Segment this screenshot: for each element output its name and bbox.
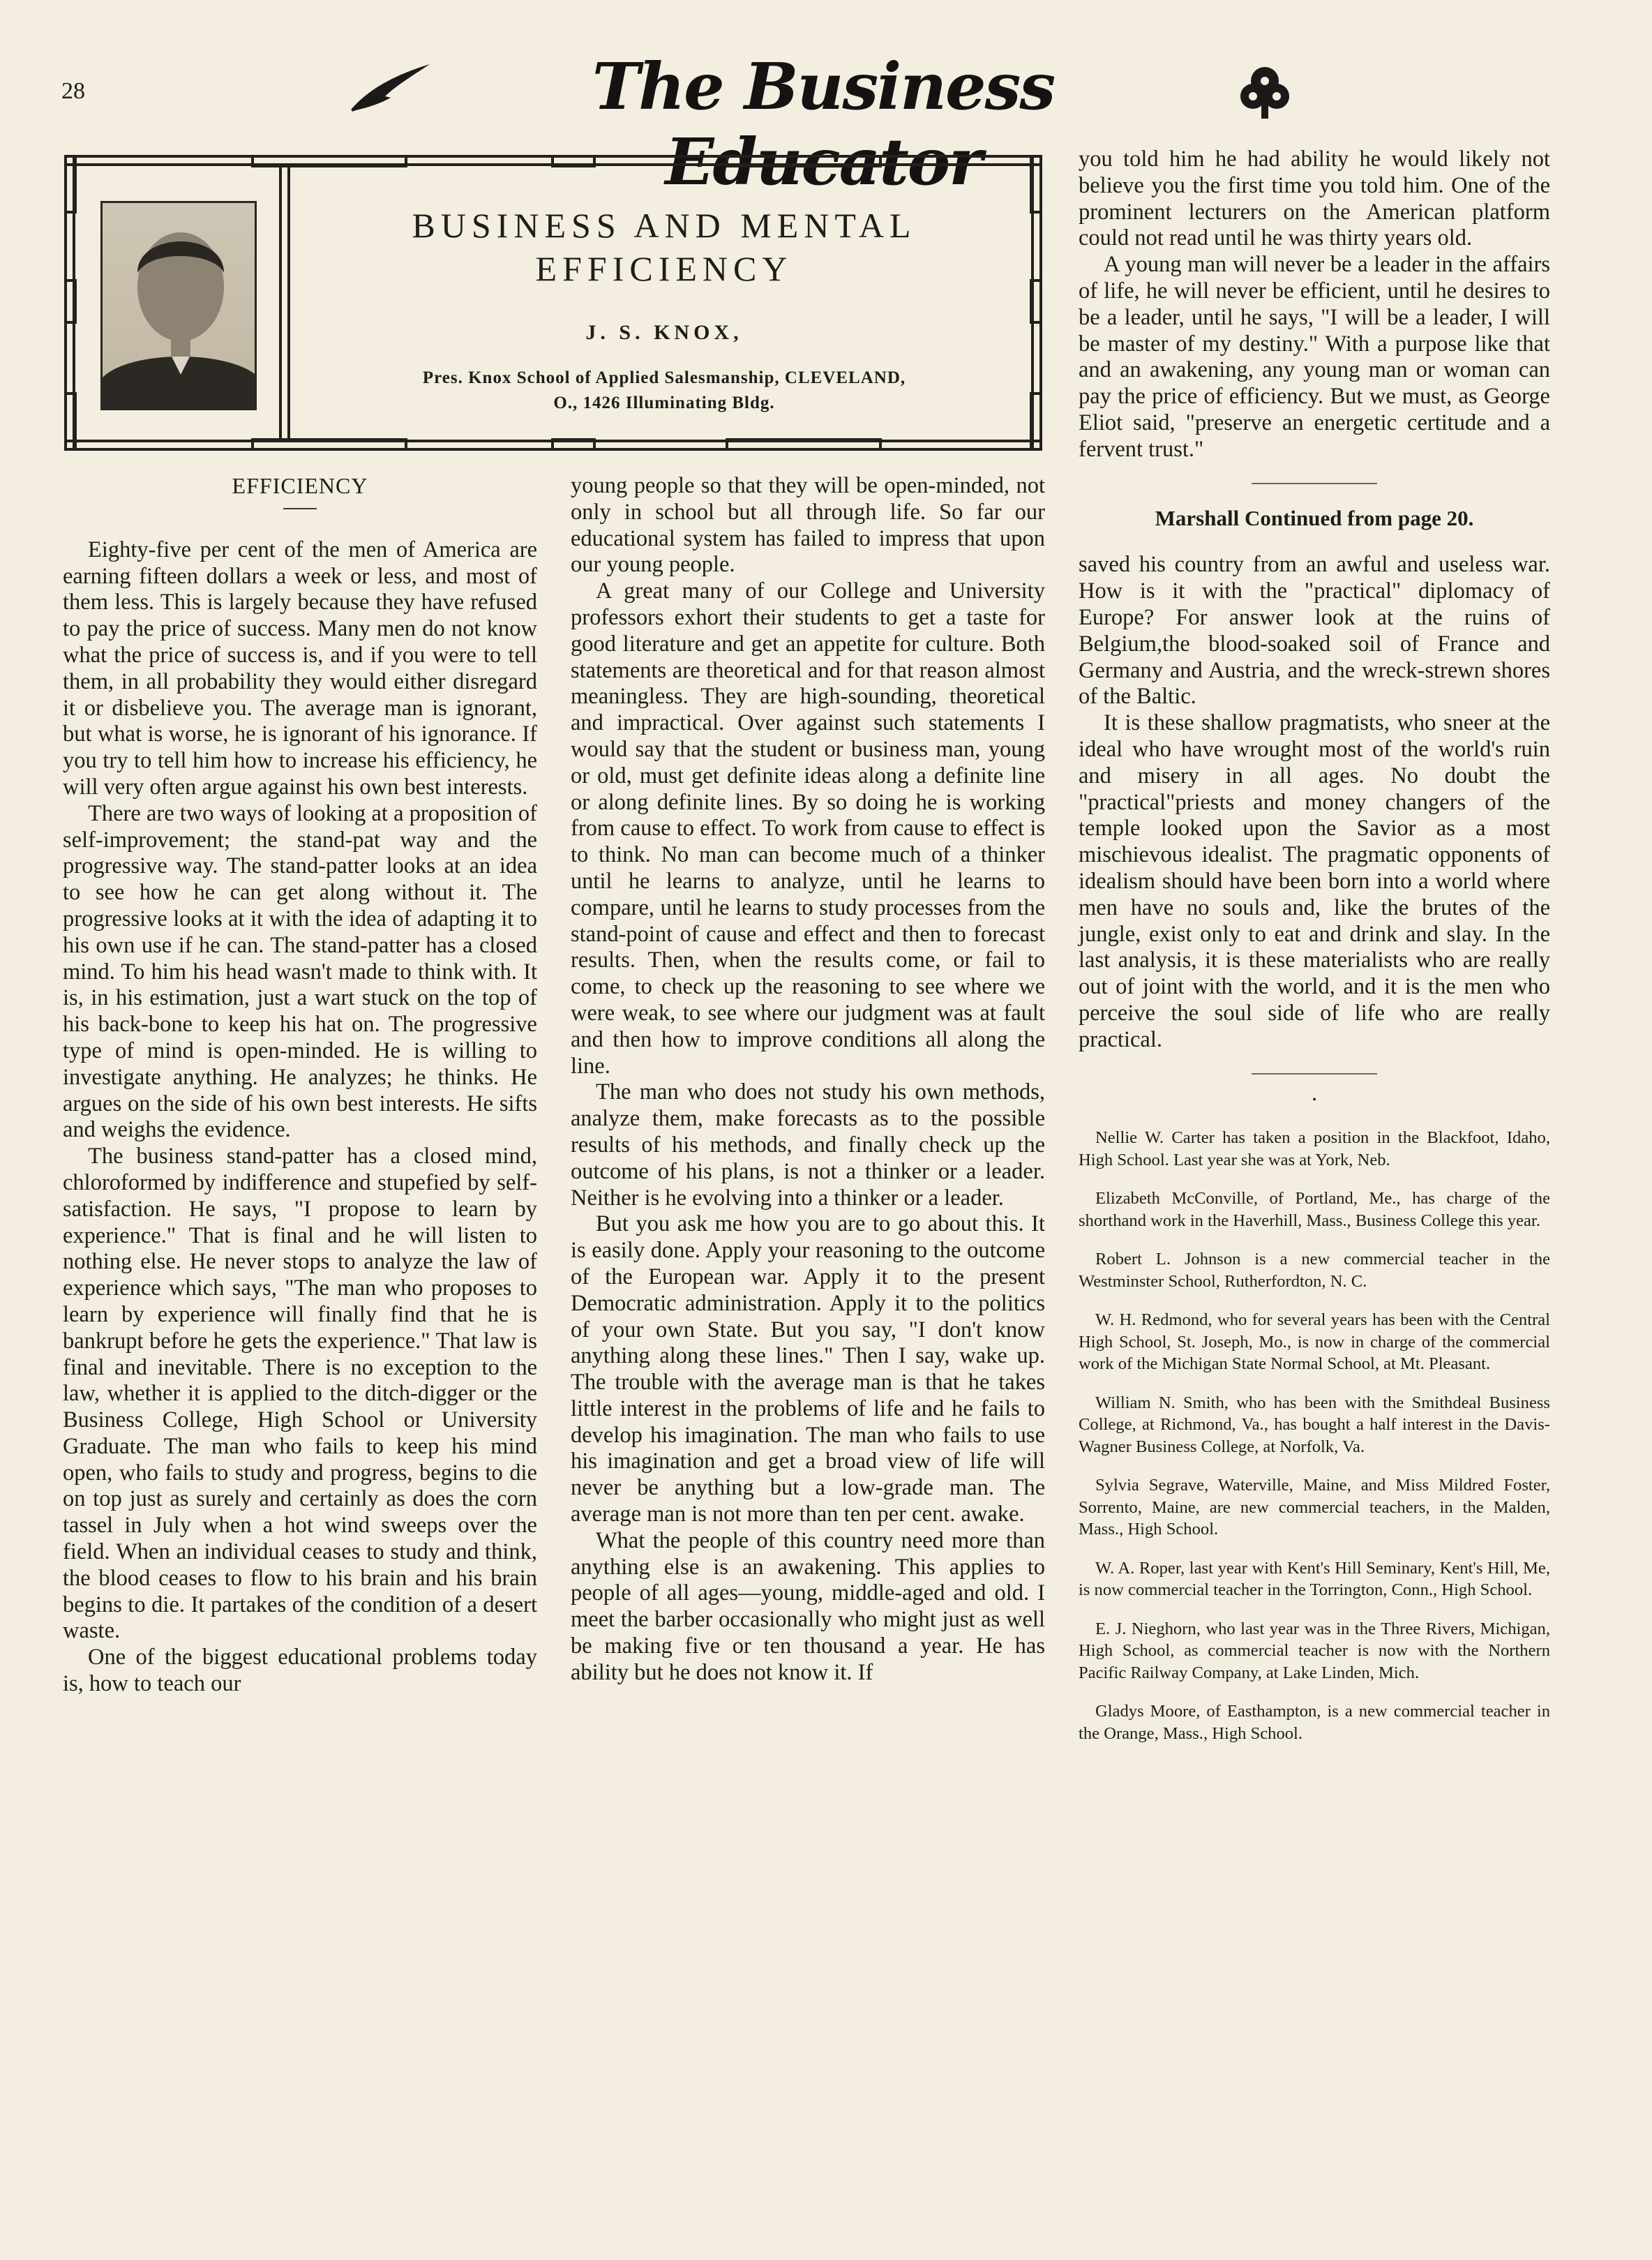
paragraph: A young man will never be a leader in the affairs of life, he will never be efficient, until he desires to be a leader, until he says, "I will be a leader, I will be master of my destiny." With a purpose like that and an awakening, any young man or woman can pay the price of efficiency. But we must, as George Eliot said, "preserve an energetic certitude and a fervent trust.": [1079, 252, 1550, 462]
author-portrait: [100, 201, 257, 410]
paragraph: The man who does not study his own methods, analyze them, make forecasts as to the possible results of his methods, and finally check up the outcome of his plans, is not a thinker or a leader. Neither is he evolving into a thinker or a leader.: [571, 1079, 1045, 1211]
section-heading: EFFICIENCY: [232, 473, 368, 498]
news-note: E. J. Nieghorn, who last year was in the Three Rivers, Michigan, High School, as commercial teacher is now with the Northern Pacific Railway Company, at Lake Linden, Mich.: [1079, 1619, 1550, 1682]
article-column-3: [1079, 147, 1550, 1761]
author-portrait-image: [103, 203, 257, 410]
author-affiliation-line-1: Pres. Knox School of Applied Salesmanship, CLEVELAND,: [422, 368, 906, 387]
news-note: Sylvia Segrave, Waterville, Maine, and Miss Mildred Foster, Sorrento, Maine, are new commercial teachers, in the Malden, Mass., High School.: [1079, 1476, 1550, 1539]
quill-icon: [349, 60, 433, 116]
article-title-line-1: BUSINESS AND MENTAL: [412, 206, 917, 245]
news-note: William N. Smith, who has been with the Smithdeal Business College, at Richmond, Va., has bought a half interest in the Davis-Wagner Business College, at Norfolk, Va.: [1079, 1393, 1550, 1456]
paragraph: But you ask me how you are to go about this. It is easily done. Apply your reasoning to the outcome of the European war. Apply it to the present Democratic administration. Apply it to the politics of your own State. But you say, "I don't know anything along these lines." Then I say, wake up. The trouble with the average man is that he takes little interest in the problems of life and he fails to develop his imagination. The man who fails to use his imagination and get a broad view of life will never be anything but a low-grade man. The average man is not more than ten per cent. awake.: [571, 1211, 1045, 1527]
article-header-text: [301, 204, 1027, 416]
page-number: 28: [61, 78, 85, 104]
paragraph: One of the biggest educational problems today is, how to teach our: [63, 1645, 537, 1697]
paragraph: It is these shallow pragmatists, who sneer at the ideal who have wrought most of the world's ruin and misery in all ages. No doubt the "practical"priests and money changers of the temple looked upon the Savior as a most mischievous idealist. The pragmatic opponents of idealism should have been born into a world where men have no souls and, like the brutes of the jungle, exist only to eat and drink and slay. In the last analysis, it is these materialists who are really out of joint with the world, and it is the men who perceive the soul side of life who are really practical.: [1079, 710, 1550, 1052]
continuation-heading: Marshall Continued from page 20.: [1155, 505, 1474, 530]
article-column-1: [63, 473, 537, 1698]
paragraph: young people so that they will be open-minded, not only in school but all through life. So far our educational system has failed to impress that upon our young people.: [571, 473, 1045, 578]
news-note: Robert L. Johnson is a new commercial teacher in the Westminster School, Rutherfordton, N. C.: [1079, 1250, 1550, 1291]
news-notes: [1079, 1127, 1550, 1744]
author-affiliation-line-2: O., 1426 Illuminating Bldg.: [553, 394, 775, 412]
news-note: Nellie W. Carter has taken a position in the Blackfoot, Idaho, High School. Last year she was at York, Neb.: [1079, 1128, 1550, 1169]
news-note: W. A. Roper, last year with Kent's Hill Seminary, Kent's Hill, Me, is now commercial teacher in the Torrington, Conn., High School.: [1079, 1558, 1550, 1600]
news-note: W. H. Redmond, who for several years has been with the Central High School, St. Joseph, Mo., is now in charge of the commercial work of the Michigan State Normal School, at Mt. Pleasant.: [1079, 1310, 1550, 1374]
paragraph: Eighty-five per cent of the men of America are earning fifteen dollars a week or less, and most of them less. This is largely because they have refused to pay the price of success. Many men do not know what the price of success is, and if you were to tell them, in all probability they would either disregard it or disbelieve you. The average man is ignorant, but what is worse, he is ignorant of his ignorance. If you try to tell him how to increase his efficiency, he will very often argue against his own best interests.: [63, 537, 537, 800]
publication-title: The Business Educator: [592, 49, 1055, 200]
paragraph: saved his country from an awful and useless war. How is it with the "practical" diplomacy of Europe? For answer look at the ruins of Belgium,the blood-soaked soil of France and Germany and Austria, and the wreck-strewn shores of the Baltic.: [1079, 552, 1550, 710]
divider-dot: •: [1312, 1093, 1316, 1106]
article-title-line-2: EFFICIENCY: [535, 249, 793, 288]
paragraph: What the people of this country need more than anything else is an awakening. This applies to people of all ages—young, middle-aged and old. I meet the barber occasionally who might just as well be making five or ten thousand a year. He has ability but he does not know it. If: [571, 1527, 1045, 1685]
paragraph: A great many of our College and University professors exhort their students to get a taste for good literature and get an appetite for culture. Both statements are theoretical and for that reason almost meaningless. They are high-sounding, theoretical and impractical. Over against such statements I would say that the student or business man, young or old, must get definite ideas along a definite line or along definite lines. By so doing he is working from cause to effect. To work from cause to effect is to think. No man can become much of a thinker until he learns to analyze, until he learns to compare, until he learns to study processes from the stand-point of cause and effect and then to forecast results. Then, when the results come, or fail to come, to check up the reasoning to see where we were weak, to see where our judgment was at fault and then how to improve conditions all along the line.: [571, 578, 1045, 1079]
heading-rule: [283, 508, 317, 509]
paragraph: you told him he had ability he would likely not believe you the first time you told him. One of the prominent lecturers on the American platform could not read until he was thirty years old.: [1079, 147, 1550, 251]
article-column-2: [571, 473, 1045, 1686]
emblem-icon: [1233, 60, 1296, 123]
author-name: J. S. KNOX,: [585, 321, 743, 344]
section-divider: [1252, 1073, 1377, 1075]
paragraph: The business stand-patter has a closed mind, chloroformed by indifference and stupefied by self-satisfaction. He says, "I propose to learn by experience." That is final and he will listen to nothing else. He never stops to analyze the law of experience which says, "The man who proposes to learn by experience will finally find that he is bankrupt before he gets the experience." That law is final and inevitable. There is no exception to the law, whether it is applied to the ditch-digger or the Business College, High School or University Graduate. The man who fails to keep his mind open, who fails to study and progress, begins to die on top just as surely and certainly as does the corn tassel in July when a hot wind sweeps over the field. When an individual ceases to study and think, the blood ceases to flow to his brain and his brain begins to die. It partakes of the condition of a desert waste.: [63, 1144, 537, 1644]
news-note: Elizabeth McConville, of Portland, Me., has charge of the shorthand work in the Haverhill, Mass., Business College this year.: [1079, 1189, 1550, 1230]
news-note: Gladys Moore, of Easthampton, is a new commercial teacher in the Orange, Mass., High School.: [1079, 1702, 1550, 1743]
article-header-box: [64, 155, 1042, 451]
paragraph: There are two ways of looking at a proposition of self-improvement; the stand-pat way and the progressive way. The stand-patter looks at an idea to see how he can get along without it. The progressive looks at it with the idea of adapting it to his own use if he can. The stand-patter has a closed mind. To him his head wasn't made to think with. It is, in his estimation, just a wart stuck on the top of his back-bone to keep his hat on. The progressive type of mind is open-minded. He is willing to investigate anything. He analyzes; he thinks. He argues on the side of his own best interests. He sifts and weighs the evidence.: [63, 800, 537, 1143]
section-divider: [1252, 483, 1377, 484]
